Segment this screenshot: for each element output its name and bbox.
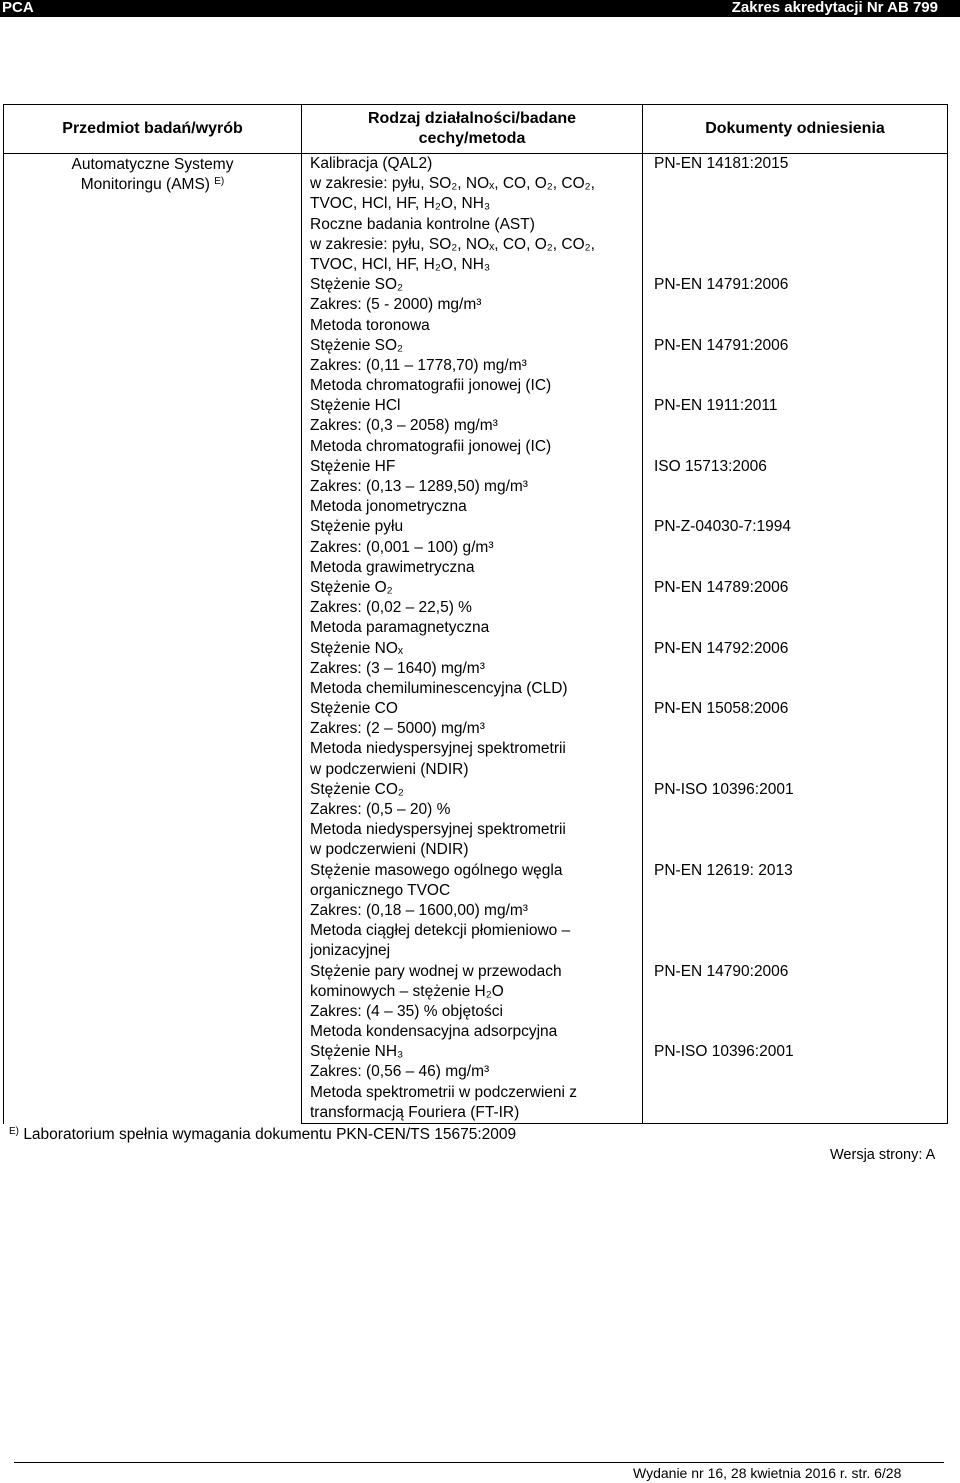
activity-line: Metoda chromatografii jonowej (IC) (310, 377, 552, 395)
activity-line: Stężenie NH₃ (310, 1043, 404, 1061)
activity-line: Zakres: (0,18 – 1600,00) mg/m³ (310, 901, 528, 919)
activity-line: Zakres: (0,3 – 2058) mg/m³ (310, 417, 498, 435)
reference-document: PN-EN 1911:2011 (654, 397, 778, 415)
page-header (0, 0, 960, 17)
activity-cell (302, 154, 643, 276)
activity-line: jonizacyjnej (310, 942, 391, 960)
activity-line: Metoda chromatografii jonowej (IC) (310, 437, 552, 455)
footnote (9, 1126, 516, 1144)
activity-line: Zakres: (2 – 5000) mg/m³ (310, 720, 485, 738)
reference-document: PN-EN 14791:2006 (654, 336, 789, 354)
subject-line-text: Monitoringu (AMS) (80, 175, 210, 193)
reference-document: ISO 15713:2006 (654, 457, 767, 475)
activity-line: Metoda niedyspersyjnej spektrometrii (310, 821, 566, 839)
reference-document: PN-EN 12619: 2013 (654, 861, 793, 879)
accreditation-scope-table (3, 104, 948, 1124)
activity-line: kominowych – stężenie H₂O (310, 982, 504, 1000)
activity-line: Zakres: (0,11 – 1778,70) mg/m³ (310, 356, 527, 374)
activity-line: w zakresie: pyłu, SO₂, NOₓ, CO, O₂, CO₂, (310, 235, 595, 253)
reference-document: PN-EN 14181:2015 (654, 155, 789, 172)
document-cell (643, 861, 948, 962)
reference-document: PN-ISO 10396:2001 (654, 1043, 794, 1061)
activity-line: Stężenie HF (310, 457, 396, 475)
footer-divider (14, 1462, 944, 1463)
activity-cell (302, 639, 643, 700)
activity-line: Metoda niedyspersyjnej spektrometrii (310, 740, 566, 758)
activity-line: Stężenie pyłu (310, 518, 404, 536)
activity-line: Zakres: (5 - 2000) mg/m³ (310, 296, 482, 314)
activity-line: Metoda grawimetryczna (310, 558, 475, 576)
document-cell (643, 275, 948, 336)
activity-cell (302, 457, 643, 518)
activity-line: Metoda toronowa (310, 316, 430, 334)
activity-line: Roczne badania kontrolne (AST) (310, 215, 535, 233)
header-org: PCA (2, 0, 34, 16)
activity-line: organicznego TVOC (310, 881, 451, 899)
subject-line (4, 175, 301, 195)
activity-line: Metoda kondensacyjna adsorpcyjna (310, 1023, 558, 1041)
activity-line: transformacją Fouriera (FT-IR) (310, 1103, 520, 1121)
document-cell (643, 699, 948, 780)
activity-line: Stężenie SO₂ (310, 336, 404, 354)
header-title: Zakres akredytacji Nr AB 799 (731, 0, 938, 16)
document-cell (643, 336, 948, 397)
activity-line: Zakres: (4 – 35) % objętości (310, 1002, 503, 1020)
reference-document: PN-EN 14791:2006 (654, 276, 789, 294)
document-cell (643, 962, 948, 1043)
footnote-marker: E) (9, 1126, 19, 1137)
activity-line: Kalibracja (QAL2) (310, 155, 433, 172)
reference-document: PN-EN 14792:2006 (654, 639, 789, 657)
activity-line: TVOC, HCl, HF, H₂O, NH₃ (310, 255, 491, 273)
subject-cell (4, 154, 302, 1124)
document-cell (643, 639, 948, 700)
document-cell (643, 578, 948, 639)
document-cell (643, 517, 948, 578)
page-version: Wersja strony: A (830, 1147, 936, 1163)
reference-document: PN-EN 15058:2006 (654, 700, 789, 718)
table-body (4, 154, 948, 1124)
activity-line: Metoda jonometryczna (310, 498, 467, 516)
activity-line: Stężenie HCl (310, 397, 401, 415)
activity-cell (302, 962, 643, 1043)
activity-line: Metoda chemiluminescencyjna (CLD) (310, 679, 568, 697)
subject-footnote-marker: E) (214, 175, 225, 187)
activity-line: Zakres: (3 – 1640) mg/m³ (310, 659, 485, 677)
document-cell (643, 780, 948, 861)
activity-line: Zakres: (0,001 – 100) g/m³ (310, 538, 494, 556)
activity-line: Metoda spektrometrii w podczerwieni z (310, 1083, 578, 1101)
activity-cell (302, 396, 643, 457)
reference-document: PN-Z-04030-7:1994 (654, 518, 791, 536)
activity-cell (302, 578, 643, 639)
activity-cell (302, 699, 643, 780)
footnote-text: Laboratorium spełnia wymagania dokumentu PKN-CEN/TS 15675:2009 (23, 1126, 517, 1143)
document-cell (643, 396, 948, 457)
activity-line: Zakres: (0,02 – 22,5) % (310, 599, 472, 617)
table-header-row (4, 105, 948, 154)
activity-line: Stężenie CO (310, 700, 398, 718)
activity-line: Stężenie NOₓ (310, 639, 403, 657)
activity-line: Zakres: (0,13 – 1289,50) mg/m³ (310, 478, 528, 495)
activity-line: Stężenie SO₂ (310, 276, 404, 294)
activity-cell (302, 861, 643, 962)
activity-line: Stężenie masowego ogólnego węgla (310, 861, 563, 879)
header-activity: Rodzaj działalności/badane cechy/metoda (302, 105, 643, 154)
activity-line: Zakres: (0,5 – 20) % (310, 801, 451, 818)
activity-line: w zakresie: pyłu, SO₂, NOₓ, CO, O₂, CO₂, (310, 175, 595, 193)
reference-document: PN-EN 14789:2006 (654, 578, 789, 596)
activity-cell (302, 1042, 643, 1123)
document-cell (643, 457, 948, 518)
activity-cell (302, 336, 643, 397)
reference-document: PN-ISO 10396:2001 (654, 780, 794, 798)
header-documents: Dokumenty odniesienia (643, 105, 948, 154)
document-cell (643, 154, 948, 276)
subject-line: Automatyczne Systemy (71, 156, 234, 173)
activity-line: TVOC, HCl, HF, H₂O, NH₃ (310, 195, 491, 213)
header-subject: Przedmiot badań/wyrób (4, 105, 302, 154)
reference-document: PN-EN 14790:2006 (654, 962, 789, 980)
document-cell (643, 1042, 948, 1123)
activity-line: Stężenie O₂ (310, 578, 393, 596)
table-row (4, 154, 948, 276)
activity-line: Metoda ciągłej detekcji płomieniowo – (310, 922, 571, 940)
footer-edition: Wydanie nr 16, 28 kwietnia 2016 r. str. 6/28 (633, 1465, 902, 1481)
activity-line: w podczerwieni (NDIR) (310, 760, 469, 778)
activity-line: Metoda paramagnetyczna (310, 619, 490, 637)
activity-cell (302, 275, 643, 336)
activity-line: Zakres: (0,56 – 46) mg/m³ (310, 1063, 490, 1081)
activity-cell (302, 780, 643, 861)
activity-cell (302, 517, 643, 578)
activity-line: w podczerwieni (NDIR) (310, 841, 469, 859)
activity-line: Stężenie CO₂ (310, 780, 404, 798)
activity-line: Stężenie pary wodnej w przewodach (310, 962, 562, 980)
